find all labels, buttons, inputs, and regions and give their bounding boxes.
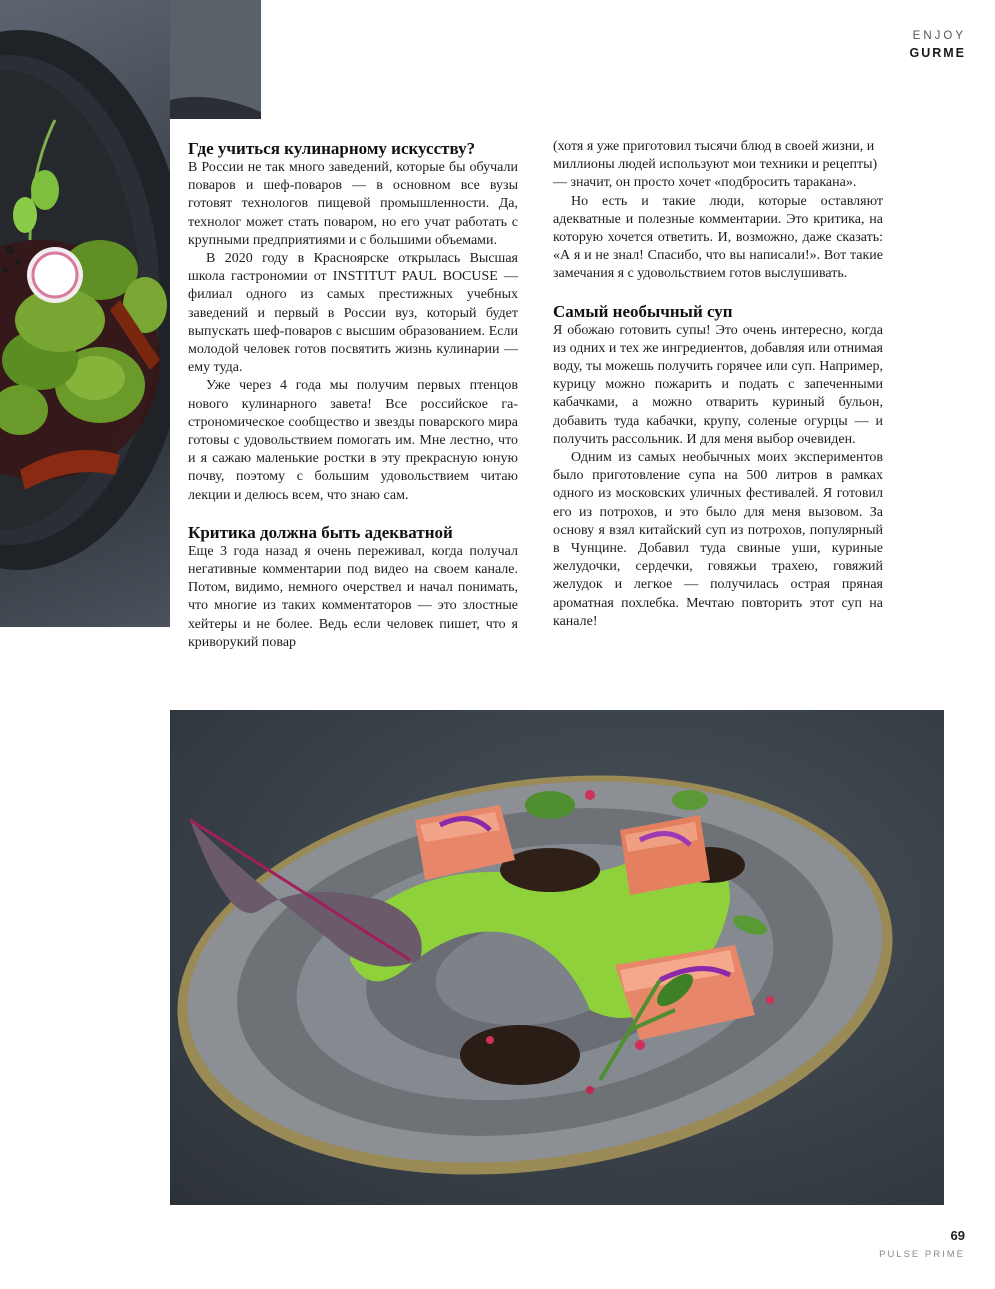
paragraph: Но есть и такие люди, которые оставляют адекватные и полезные комментарии. Это критика, на которую хочется ответить. И, возможно, даже сказать: «А я и не знал! Спасибо, что вы написали!». Вот такие замечания я с удовольствием готов выслушивать. — [553, 193, 883, 282]
salmon-dish-photo — [170, 710, 944, 1205]
article-column-left — [188, 138, 518, 652]
section-label-top: ENJOY — [912, 30, 966, 42]
paragraph: В 2020 году в Красноярске открылась Высшая школа гастрономии от INSTITUT PAUL BOCUSE — филиал одного из самых престижных учебных заведений и первый в России вуз, который будет выпускать шеф-поваров с высшим образованием. Если молодой человек готов посвятить жизнь кулинарии — ему туда. — [188, 251, 518, 376]
heading-unusual-soup: Самый необычный суп — [553, 301, 733, 321]
section-label-bottom: GURME — [909, 46, 966, 60]
heading-criticism: Критика должна быть адекватной — [188, 522, 453, 542]
paragraph: Я обожаю готовить супы! Это очень интересно, когда из одних и тех же ингредиентов, добавляя или отнимая воду, ты можешь получить горячее или суп. Например, курицу можно пожарить и подать с запеченными кабачками, а можно отварить куриный бульон, добавить туда кабачки, крупу, соленые огурцы — и получить рассольник. И для меня выбор очевиден. — [553, 322, 883, 447]
heading-culinary-education: Где учиться кулинарному искусству? — [188, 139, 476, 158]
salad-photo-background — [170, 0, 261, 119]
paragraph: Еще 3 года назад я очень переживал, когда получал негативные комментарии под видео на своем канале. Потом, видимо, немного очерствел и начал понимать, что многие из таких комментаторов — это злостные хейтеры и не более. Ведь если человек пишет, что я криворукий повар — [188, 543, 518, 650]
paragraph: (хотя я уже приготовил тысячи блюд в своей жизни, и миллионы людей используют мои техники и рецепты) — значит, он просто хочет «подбросить таракана». — [553, 139, 878, 191]
section-label — [909, 28, 966, 62]
page-number: 69 — [950, 1228, 965, 1243]
paragraph: В России не так много заведений, которые бы обучали поваров и шеф-поваров — в основном все вузы готовят технологов пищевой промышленности. Да, технолог может стать поваром, но его учат работать с крупными предприятиями и с большими объемами. — [188, 160, 518, 248]
magazine-name: PULSE PRIME — [879, 1249, 965, 1260]
salad-photo — [0, 0, 170, 627]
article-column-right — [553, 138, 883, 631]
paragraph: Уже через 4 года мы получим первых птенцов нового кулинарного завета! Все российское гастрономическое сообщество и звезды поварского мира готовы с удовольствием помогать им. Мне лестно, что и я сажаю маленькие ростки в эту прекрасную юную почву, поэтому с большим удовольствием читаю лекции и делюсь всем, что знаю сам. — [188, 378, 518, 503]
paragraph: Одним из самых необычных моих экспериментов было приготовление супа на 500 литров в рамках одного из московских уличных фестивалей. Я готовил его из потрохов, и это было для меня вызовом. За основу я взял китайский суп из потрохов, популярный в Чунцине. Добавил туда свиные уши, куриные желудочки, сердечки, говяжьи трахею, говяжий желудок и легкое — получилась острая пряная ароматная похлебка. Мечтаю повторить этот суп на канале! — [553, 450, 883, 629]
